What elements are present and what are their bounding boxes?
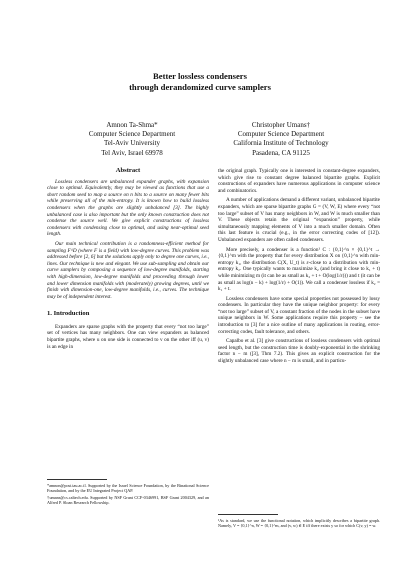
paper-title [0, 71, 400, 93]
author-block-1 [47, 121, 217, 158]
author-inst: California Institute of Technology [233, 139, 329, 148]
body-paragraph: Lossless condensers have some special properties not possessed by lossy condensers. In particular they have the unique neighbor property: for every “not too large” subset of V, a constant fraction of the nodes in the subset have unique neighbors in W. Some applications require this property – see the introduction to [3] for a nice outline of many applications in routing, error-correcting codes, fault tolerance, and others. [218, 295, 380, 335]
body-paragraph: Capalbo et al. [3] give constructions of lossless condensers with optimal seed length, but the construction time is doubly-exponential in the shrinking factor n − m ([3], Thm 7.2). This gives an explicit construction for the slightly unbalanced case where n − m is small, and in particu- [218, 338, 380, 365]
abstract-paragraph: Our main technical contribution is a randomness-efficient method for sampling F^D (where F is a field) with low-degree curves. This problem was addressed before [2, 6] but the solutions apply only to degree one curves, i.e., lines. Our technique is new and elegant. We use sub-sampling and obtain our curve samplers by composing a sequence of low-degree manifolds, starting with high-dimension, low-degree manifolds and proceeding through lower and lower dimension manifolds with (moderately) growing degrees, until we finish with dimension-one, low-degree manifolds, i.e., curves. The technique may be of independent interest. [47, 240, 209, 300]
left-column [47, 168, 209, 353]
footnotes-left [47, 479, 209, 508]
right-column [218, 168, 380, 368]
footnote: *amnon@post.tau.ac.il. Supported by the Israel Science Foundation, by the Binational Science Foundation, and by the EU Integrated Project QAP. [47, 482, 209, 493]
section-heading: 1. Introduction [47, 310, 90, 318]
abstract-heading: Abstract [115, 167, 141, 174]
footnote: ¹As is standard, we use the functional notation, which implicitly describes a bipartite graph. Namely, V = {0,1}^n, W = {0,1}^m, and (v, w) ∈ E iff there exists y so for which C(v, y) = w. [218, 517, 380, 528]
author-inst: Tel-Aviv University [104, 139, 160, 148]
body-paragraph: More precisely, a condenser is a function¹ C : {0,1}^n × {0,1}^t → {0,1}^m with the property that for every distribution X on {0,1}^n with min-entropy k₁, the distribution C(X, U_t) is ε-close to a distribution with min-entropy k₂. One typically wants to maximize k₂ (and bring it close to k₁ + t) while minimizing m (it can be as small as k₂ + t + O(log(1/ε))) and t (it can be as small as log(n − k) + log(1/ε) + O(1)). We call a condenser lossless if k₂ = k₁ + t. [218, 246, 380, 293]
author-addr: Tel Aviv, Israel 69978 [101, 148, 163, 157]
abstract [47, 179, 209, 301]
author-name: Amnon Ta-Shma* [106, 121, 158, 129]
footnote-rule [47, 479, 107, 480]
body-paragraph: the original graph. Typically one is interested in constant-degree expanders, which give rise to constant degree balanced bipartite graphs. Explicit constructions of expanders have numerous applications in computer science and combinatorics. [218, 168, 380, 194]
author-dept: Computer Science Department [88, 130, 176, 139]
author-addr: Pasadena, CA 91125 [252, 148, 310, 157]
footnotes-right [218, 514, 380, 530]
body-paragraph: Expanders are sparse graphs with the property that every “not too large” set of vertices has many neighbors. One can view expanders as balanced bipartite graphs, where u on one side is connected to v on the other iff (u, v) is an edge in [47, 323, 209, 350]
author-dept: Computer Science Department [237, 130, 325, 139]
author-block-2 [196, 121, 366, 158]
title-line-1: Better lossless condensers [153, 71, 247, 81]
title-line-2: through derandomized curve samplers [129, 82, 271, 92]
footnote-rule [218, 514, 278, 515]
abstract-paragraph: Lossless condensers are unbalanced expander graphs, with expansion close to optimal. Equivalently, they may be viewed as functions that use a short random seed to map a source on n bits to a source on many fewer bits while preserving all of the min-entropy. It is known how to build lossless condensers when the graphs are slightly unbalanced [3]. The highly unbalanced case is also important but the only known construction does not condense the source well. We give explicit constructions of lossless condensers with condensing close to optimal, and using near-optimal seed length. [47, 178, 209, 238]
footnote: †umans@cs.caltech.edu. Supported by NSF Grant CCF-0346991, BSF Grant 2004329, and an Alfred P. Sloan Research Fellowship. [47, 495, 209, 506]
body-paragraph: A number of applications demand a different variant, unbalanced bipartite expanders, which are sparse bipartite graphs G = (V, W, E) where every “not too large” subset of V has many neighbors in W, and W is much smaller than V. These objects retain the original “expansion” property, while simultaneously mapping elements of V into a much smaller domain. Often this last feature is crucial (e.g., in the error correcting codes of [12]). Unbalanced expanders are often called condensers. [218, 197, 380, 243]
author-name: Christopher Umans† [251, 121, 311, 129]
